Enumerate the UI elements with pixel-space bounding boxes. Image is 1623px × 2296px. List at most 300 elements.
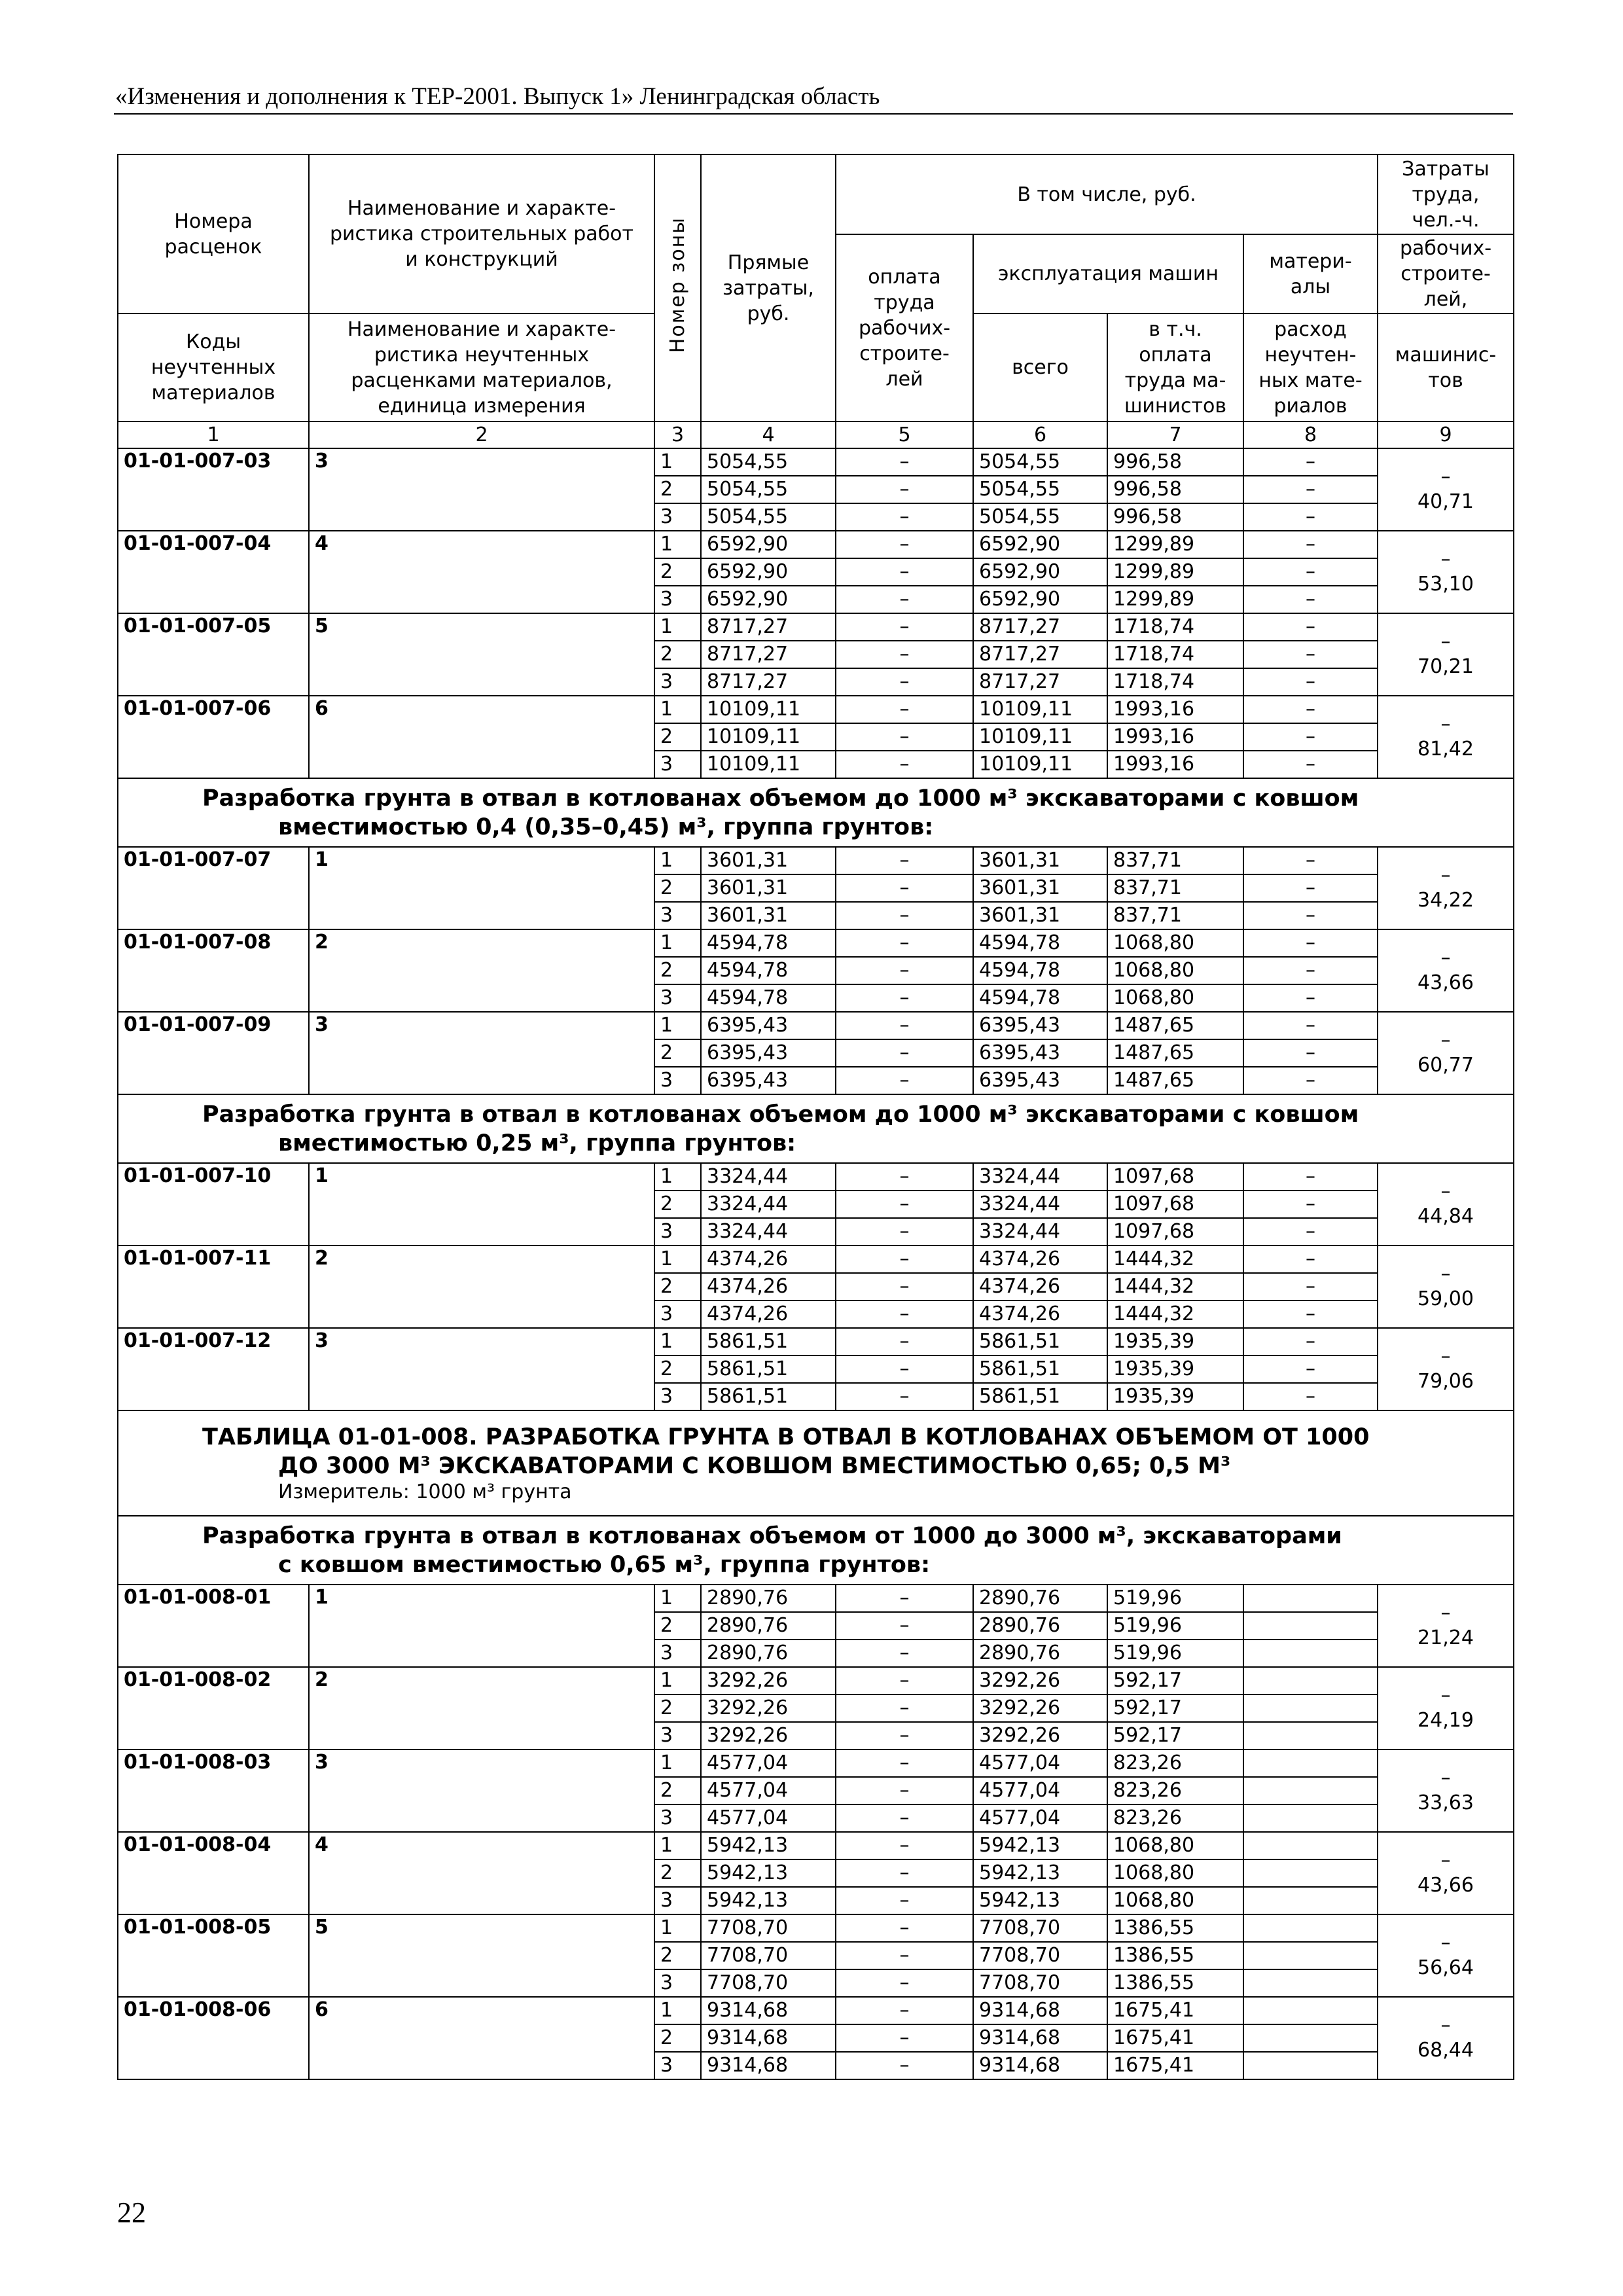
direct-costs: 5054,55 <box>701 448 836 476</box>
zone-number: 3 <box>654 1887 701 1914</box>
labor-machinists: 79,06 <box>1418 1370 1474 1393</box>
machine-total: 3292,26 <box>973 1695 1107 1722</box>
zone-number: 1 <box>654 1749 701 1777</box>
workers-pay: – <box>836 1012 973 1039</box>
table-row <box>118 696 1514 723</box>
table-row <box>118 847 1514 874</box>
zone-number: 1 <box>654 1667 701 1695</box>
workers-pay: – <box>836 1218 973 1246</box>
header-unaccounted-materials: расход неучтен- ных мате- риалов <box>1243 314 1378 422</box>
materials: – <box>1243 984 1378 1012</box>
labor-builders: – <box>1440 1180 1451 1203</box>
zone-number: 1 <box>654 613 701 641</box>
materials: – <box>1243 1273 1378 1300</box>
workers-pay: – <box>836 1328 973 1355</box>
rate-code: 01-01-007-09 <box>118 1012 309 1094</box>
workers-pay: – <box>836 1859 973 1887</box>
machinist-pay: 1068,80 <box>1107 957 1243 984</box>
column-number: 9 <box>1378 422 1514 448</box>
header-workers-pay: оплата труда рабочих- строите- лей <box>836 234 973 422</box>
machinist-pay: 1935,39 <box>1107 1383 1243 1410</box>
workers-pay: – <box>836 1749 973 1777</box>
machine-total: 5054,55 <box>973 448 1107 476</box>
machine-total: 3601,31 <box>973 874 1107 902</box>
labor-costs <box>1378 613 1514 696</box>
workers-pay: – <box>836 641 973 668</box>
labor-builders: – <box>1440 2014 1451 2037</box>
machine-total: 5942,13 <box>973 1859 1107 1887</box>
machinist-pay: 1386,55 <box>1107 1942 1243 1969</box>
zone-number: 3 <box>654 984 701 1012</box>
direct-costs: 5054,55 <box>701 476 836 503</box>
title-line-2: ДО 3000 М³ ЭКСКАВАТОРАМИ С КОВШОМ ВМЕСТИМОСТЬЮ 0,65; 0,5 М³ <box>278 1452 1231 1479</box>
machine-total: 9314,68 <box>973 2052 1107 2079</box>
direct-costs: 5861,51 <box>701 1328 836 1355</box>
materials: – <box>1243 1218 1378 1246</box>
direct-costs: 6395,43 <box>701 1039 836 1067</box>
machinist-pay: 823,26 <box>1107 1804 1243 1832</box>
zone-number: 2 <box>654 1039 701 1067</box>
column-number: 2 <box>309 422 654 448</box>
machine-total: 4577,04 <box>973 1749 1107 1777</box>
materials: – <box>1243 448 1378 476</box>
labor-costs <box>1378 1246 1514 1328</box>
zone-number: 2 <box>654 2024 701 2052</box>
workers-pay: – <box>836 1585 973 1612</box>
table-row <box>118 1914 1514 1942</box>
materials <box>1243 1859 1378 1887</box>
zone-number: 3 <box>654 2052 701 2079</box>
labor-builders: – <box>1440 1263 1451 1285</box>
labor-machinists: 44,84 <box>1418 1205 1474 1228</box>
header-builders: рабочих- строите- лей, <box>1378 234 1514 314</box>
direct-costs: 9314,68 <box>701 2024 836 2052</box>
table-row <box>118 448 1514 476</box>
workers-pay: – <box>836 723 973 751</box>
header-material-name: Наименование и характе- ристика неучтенных расценками материалов, единица измерения <box>309 314 654 422</box>
machinist-pay: 1097,68 <box>1107 1218 1243 1246</box>
machinist-pay: 1675,41 <box>1107 2052 1243 2079</box>
rate-code: 01-01-008-04 <box>118 1832 309 1914</box>
soil-group: 2 <box>309 1667 654 1749</box>
zone-number: 2 <box>654 874 701 902</box>
materials: – <box>1243 957 1378 984</box>
machinist-pay: 519,96 <box>1107 1612 1243 1640</box>
machinist-pay: 823,26 <box>1107 1777 1243 1804</box>
labor-builders: – <box>1440 1345 1451 1368</box>
labor-builders: – <box>1440 1931 1451 1954</box>
rate-code: 01-01-008-05 <box>118 1914 309 1997</box>
direct-costs: 9314,68 <box>701 1997 836 2024</box>
zone-number: 3 <box>654 1300 701 1328</box>
header-direct-costs: Прямые затраты, руб. <box>701 154 836 422</box>
labor-machinists: 81,42 <box>1418 738 1474 761</box>
materials: – <box>1243 847 1378 874</box>
labor-builders: – <box>1440 548 1451 571</box>
machinist-pay: 1993,16 <box>1107 696 1243 723</box>
zone-number: 1 <box>654 1328 701 1355</box>
workers-pay: – <box>836 696 973 723</box>
rate-code: 01-01-007-10 <box>118 1163 309 1246</box>
table-row <box>118 1749 1514 1777</box>
machine-total: 6395,43 <box>973 1012 1107 1039</box>
materials: – <box>1243 558 1378 586</box>
soil-group: 3 <box>309 448 654 531</box>
materials: – <box>1243 1300 1378 1328</box>
direct-costs: 2890,76 <box>701 1585 836 1612</box>
machinist-pay: 837,71 <box>1107 847 1243 874</box>
machine-total: 5861,51 <box>973 1355 1107 1383</box>
workers-pay: – <box>836 1300 973 1328</box>
direct-costs: 7708,70 <box>701 1942 836 1969</box>
header-material-codes: Коды неучтенных материалов <box>118 314 309 422</box>
machine-total: 7708,70 <box>973 1969 1107 1997</box>
rate-code: 01-01-007-05 <box>118 613 309 696</box>
materials <box>1243 1969 1378 1997</box>
column-number: 8 <box>1243 422 1378 448</box>
workers-pay: – <box>836 1887 973 1914</box>
zone-number: 2 <box>654 558 701 586</box>
labor-builders: – <box>1440 1684 1451 1707</box>
workers-pay: – <box>836 531 973 558</box>
materials: – <box>1243 723 1378 751</box>
soil-group: 4 <box>309 1832 654 1914</box>
materials <box>1243 1612 1378 1640</box>
machinist-pay: 823,26 <box>1107 1749 1243 1777</box>
direct-costs: 5861,51 <box>701 1355 836 1383</box>
direct-costs: 10109,11 <box>701 751 836 778</box>
workers-pay: – <box>836 2024 973 2052</box>
machine-total: 2890,76 <box>973 1612 1107 1640</box>
direct-costs: 10109,11 <box>701 723 836 751</box>
labor-machinists: 56,64 <box>1418 1956 1474 1979</box>
machine-total: 4577,04 <box>973 1804 1107 1832</box>
machine-total: 8717,27 <box>973 668 1107 696</box>
workers-pay: – <box>836 1777 973 1804</box>
title-line-1: Разработка грунта в отвал в котлованах объемом до 1000 м³ экскаваторами с ковшом <box>202 785 1359 812</box>
machinist-pay: 1068,80 <box>1107 1832 1243 1859</box>
machine-total: 9314,68 <box>973 2024 1107 2052</box>
zone-number: 2 <box>654 1191 701 1218</box>
table-caption <box>118 1410 1514 1516</box>
column-number: 3 <box>654 422 701 448</box>
rate-code: 01-01-007-08 <box>118 929 309 1012</box>
labor-machinists: 40,71 <box>1418 490 1474 513</box>
workers-pay: – <box>836 1191 973 1218</box>
machine-total: 4594,78 <box>973 929 1107 957</box>
materials: – <box>1243 476 1378 503</box>
materials <box>1243 2052 1378 2079</box>
workers-pay: – <box>836 1667 973 1695</box>
column-number: 1 <box>118 422 309 448</box>
workers-pay: – <box>836 984 973 1012</box>
materials: – <box>1243 1012 1378 1039</box>
workers-pay: – <box>836 1383 973 1410</box>
machine-total: 7708,70 <box>973 1942 1107 1969</box>
labor-builders: – <box>1440 864 1451 887</box>
machinist-pay: 592,17 <box>1107 1695 1243 1722</box>
machinist-pay: 1068,80 <box>1107 929 1243 957</box>
soil-group: 1 <box>309 847 654 929</box>
rate-code: 01-01-007-03 <box>118 448 309 531</box>
soil-group: 3 <box>309 1749 654 1832</box>
table-row <box>118 613 1514 641</box>
direct-costs: 8717,27 <box>701 613 836 641</box>
column-number: 6 <box>973 422 1107 448</box>
materials <box>1243 1667 1378 1695</box>
labor-machinists: 43,66 <box>1418 971 1474 994</box>
title-line-2: вместимостью 0,4 (0,35–0,45) м³, группа грунтов: <box>278 814 934 840</box>
soil-group: 6 <box>309 1997 654 2079</box>
labor-costs <box>1378 1832 1514 1914</box>
zone-number: 2 <box>654 1859 701 1887</box>
direct-costs: 6592,90 <box>701 531 836 558</box>
machinist-pay: 1993,16 <box>1107 751 1243 778</box>
workers-pay: – <box>836 1246 973 1273</box>
table-row <box>118 531 1514 558</box>
workers-pay: – <box>836 1039 973 1067</box>
table-caption-row <box>118 1410 1514 1516</box>
materials: – <box>1243 1163 1378 1191</box>
machine-total: 5054,55 <box>973 476 1107 503</box>
zone-number: 2 <box>654 1777 701 1804</box>
zone-number: 1 <box>654 1585 701 1612</box>
title-line-1: ТАБЛИЦА 01-01-008. РАЗРАБОТКА ГРУНТА В ОТВАЛ В КОТЛОВАНАХ ОБЪЕМОМ ОТ 1000 <box>202 1424 1370 1450</box>
materials: – <box>1243 1355 1378 1383</box>
labor-builders: – <box>1440 465 1451 488</box>
direct-costs: 6395,43 <box>701 1067 836 1094</box>
direct-costs: 4577,04 <box>701 1749 836 1777</box>
direct-costs: 7708,70 <box>701 1914 836 1942</box>
direct-costs: 3292,26 <box>701 1722 836 1749</box>
labor-costs <box>1378 847 1514 929</box>
machine-total: 9314,68 <box>973 1997 1107 2024</box>
machinist-pay: 1675,41 <box>1107 1997 1243 2024</box>
direct-costs: 3292,26 <box>701 1667 836 1695</box>
materials <box>1243 1804 1378 1832</box>
materials: – <box>1243 929 1378 957</box>
header-including: В том числе, руб. <box>836 154 1378 234</box>
materials <box>1243 2024 1378 2052</box>
direct-costs: 6592,90 <box>701 586 836 613</box>
workers-pay: – <box>836 1067 973 1094</box>
rate-code: 01-01-008-03 <box>118 1749 309 1832</box>
machine-total: 7708,70 <box>973 1914 1107 1942</box>
zone-number: 3 <box>654 751 701 778</box>
table-row <box>118 1667 1514 1695</box>
direct-costs: 3601,31 <box>701 874 836 902</box>
workers-pay: – <box>836 902 973 929</box>
header-materials: матери- алы <box>1243 234 1378 314</box>
machine-total: 3324,44 <box>973 1163 1107 1191</box>
machinist-pay: 1444,32 <box>1107 1300 1243 1328</box>
machinist-pay: 1444,32 <box>1107 1273 1243 1300</box>
materials <box>1243 1914 1378 1942</box>
zone-number: 2 <box>654 1695 701 1722</box>
machinist-pay: 1068,80 <box>1107 984 1243 1012</box>
zone-number: 3 <box>654 1383 701 1410</box>
machinist-pay: 1068,80 <box>1107 1887 1243 1914</box>
labor-machinists: 60,77 <box>1418 1054 1474 1077</box>
materials <box>1243 1695 1378 1722</box>
zone-number: 2 <box>654 1612 701 1640</box>
machinist-pay: 1718,74 <box>1107 641 1243 668</box>
workers-pay: – <box>836 751 973 778</box>
materials: – <box>1243 1067 1378 1094</box>
soil-group: 2 <box>309 1246 654 1328</box>
machinist-pay: 1386,55 <box>1107 1914 1243 1942</box>
workers-pay: – <box>836 1695 973 1722</box>
direct-costs: 4594,78 <box>701 929 836 957</box>
machine-total: 4374,26 <box>973 1246 1107 1273</box>
direct-costs: 6395,43 <box>701 1012 836 1039</box>
labor-costs <box>1378 1012 1514 1094</box>
zone-number: 1 <box>654 696 701 723</box>
direct-costs: 9314,68 <box>701 2052 836 2079</box>
header-zone-number-cell <box>654 154 701 422</box>
soil-group: 4 <box>309 531 654 613</box>
zone-number: 2 <box>654 723 701 751</box>
materials: – <box>1243 902 1378 929</box>
direct-costs: 4594,78 <box>701 984 836 1012</box>
machinist-pay: 1993,16 <box>1107 723 1243 751</box>
workers-pay: – <box>836 1997 973 2024</box>
machine-total: 5054,55 <box>973 503 1107 531</box>
direct-costs: 3601,31 <box>701 847 836 874</box>
section-title <box>118 1516 1514 1585</box>
labor-costs <box>1378 448 1514 531</box>
zone-number: 2 <box>654 1942 701 1969</box>
zone-number: 2 <box>654 1273 701 1300</box>
machinist-pay: 1097,68 <box>1107 1163 1243 1191</box>
direct-costs: 10109,11 <box>701 696 836 723</box>
machine-total: 10109,11 <box>973 696 1107 723</box>
header-divider <box>114 113 1513 115</box>
labor-machinists: 59,00 <box>1418 1287 1474 1310</box>
machine-total: 8717,27 <box>973 641 1107 668</box>
machine-total: 4577,04 <box>973 1777 1107 1804</box>
machinist-pay: 1299,89 <box>1107 531 1243 558</box>
machinist-pay: 1299,89 <box>1107 558 1243 586</box>
zone-number: 3 <box>654 1218 701 1246</box>
measure-unit: Измеритель: 1000 м³ грунта <box>278 1480 572 1503</box>
labor-costs <box>1378 531 1514 613</box>
zone-number: 3 <box>654 503 701 531</box>
header-labor-costs: Затраты труда, чел.-ч. <box>1378 154 1514 234</box>
machinist-pay: 1487,65 <box>1107 1012 1243 1039</box>
direct-costs: 4374,26 <box>701 1300 836 1328</box>
labor-builders: – <box>1440 630 1451 653</box>
materials <box>1243 1942 1378 1969</box>
direct-costs: 3292,26 <box>701 1695 836 1722</box>
zone-number: 1 <box>654 847 701 874</box>
materials <box>1243 1997 1378 2024</box>
soil-group: 3 <box>309 1012 654 1094</box>
machine-total: 10109,11 <box>973 723 1107 751</box>
zone-number: 1 <box>654 1012 701 1039</box>
machinist-pay: 1935,39 <box>1107 1355 1243 1383</box>
direct-costs: 5054,55 <box>701 503 836 531</box>
machinist-pay: 592,17 <box>1107 1667 1243 1695</box>
direct-costs: 2890,76 <box>701 1640 836 1667</box>
rate-code: 01-01-007-12 <box>118 1328 309 1410</box>
labor-costs <box>1378 1914 1514 1997</box>
soil-group: 3 <box>309 1328 654 1410</box>
materials: – <box>1243 1328 1378 1355</box>
workers-pay: – <box>836 1640 973 1667</box>
zone-number: 3 <box>654 586 701 613</box>
workers-pay: – <box>836 586 973 613</box>
soil-group: 1 <box>309 1163 654 1246</box>
workers-pay: – <box>836 957 973 984</box>
materials: – <box>1243 751 1378 778</box>
machinist-pay: 1718,74 <box>1107 668 1243 696</box>
header-machinists: машинис- тов <box>1378 314 1514 422</box>
title-line-2: вместимостью 0,25 м³, группа грунтов: <box>278 1130 796 1157</box>
machine-total: 4594,78 <box>973 984 1107 1012</box>
labor-builders: – <box>1440 1602 1451 1624</box>
soil-group: 6 <box>309 696 654 778</box>
labor-machinists: 24,19 <box>1418 1709 1474 1732</box>
workers-pay: – <box>836 476 973 503</box>
workers-pay: – <box>836 558 973 586</box>
materials <box>1243 1777 1378 1804</box>
machinist-pay: 1097,68 <box>1107 1191 1243 1218</box>
labor-machinists: 68,44 <box>1418 2039 1474 2062</box>
labor-builders: – <box>1440 1029 1451 1052</box>
table-row <box>118 1246 1514 1273</box>
title-line-1: Разработка грунта в отвал в котлованах объемом от 1000 до 3000 м³, экскаваторами <box>202 1522 1342 1549</box>
title-line-1: Разработка грунта в отвал в котлованах объемом до 1000 м³ экскаваторами с ковшом <box>202 1101 1359 1128</box>
machine-total: 6592,90 <box>973 558 1107 586</box>
machinist-pay: 1299,89 <box>1107 586 1243 613</box>
machine-total: 4594,78 <box>973 957 1107 984</box>
machine-total: 4374,26 <box>973 1300 1107 1328</box>
materials: – <box>1243 531 1378 558</box>
labor-machinists: 21,24 <box>1418 1626 1474 1649</box>
labor-costs <box>1378 1667 1514 1749</box>
materials: – <box>1243 613 1378 641</box>
machinist-pay: 996,58 <box>1107 503 1243 531</box>
zone-number: 1 <box>654 1163 701 1191</box>
rate-code: 01-01-008-01 <box>118 1585 309 1667</box>
section-row <box>118 778 1514 847</box>
direct-costs: 4374,26 <box>701 1246 836 1273</box>
machine-total: 8717,27 <box>973 613 1107 641</box>
zone-number: 3 <box>654 668 701 696</box>
zone-number: 1 <box>654 1914 701 1942</box>
workers-pay: – <box>836 1722 973 1749</box>
labor-costs <box>1378 696 1514 778</box>
machinist-pay: 1718,74 <box>1107 613 1243 641</box>
zone-number: 1 <box>654 1997 701 2024</box>
table-row <box>118 929 1514 957</box>
labor-machinists: 43,66 <box>1418 1874 1474 1897</box>
materials: – <box>1243 1191 1378 1218</box>
labor-costs <box>1378 1749 1514 1832</box>
machinist-pay: 837,71 <box>1107 902 1243 929</box>
labor-builders: – <box>1440 1767 1451 1789</box>
workers-pay: – <box>836 1355 973 1383</box>
rate-code: 01-01-007-04 <box>118 531 309 613</box>
labor-machinists: 53,10 <box>1418 573 1474 596</box>
column-numbers-row <box>118 422 1514 448</box>
zone-number: 3 <box>654 1969 701 1997</box>
direct-costs: 3324,44 <box>701 1218 836 1246</box>
labor-builders: – <box>1440 946 1451 969</box>
machine-total: 3324,44 <box>973 1191 1107 1218</box>
table-row <box>118 1585 1514 1612</box>
